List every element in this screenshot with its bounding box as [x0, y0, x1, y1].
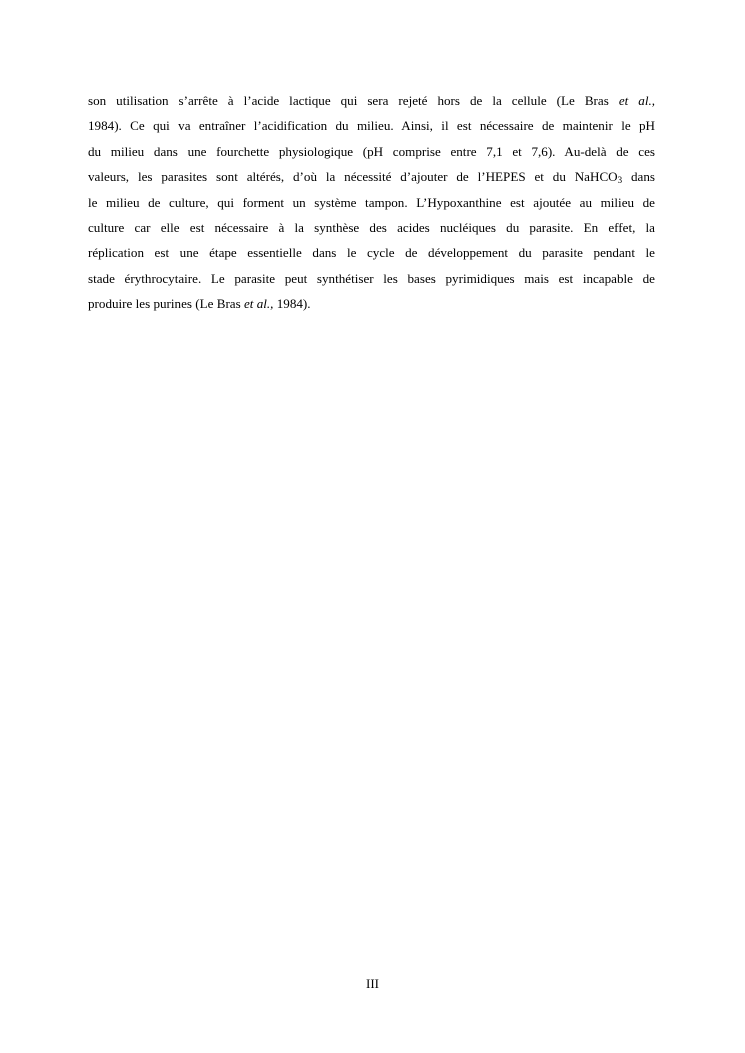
paragraph-line [88, 164, 655, 189]
paragraph-line: réplication est une étape essentielle dans le cycle de développement du parasite pendant le [88, 245, 655, 261]
citation-et-al: et al., [244, 296, 274, 312]
paragraph-line [88, 88, 655, 113]
body-paragraph [88, 88, 655, 317]
line-text: valeurs, les parasites sont altérés, d’où la nécessité d’ajouter de l’HEPES et du NaHCO [88, 169, 618, 185]
line-text: produire les purines (Le Bras [88, 296, 244, 312]
chemical-subscript: 3 [617, 175, 623, 186]
paragraph-line: stade érythrocytaire. Le parasite peut synthétiser les bases pyrimidiques mais est incapable de [88, 270, 655, 286]
line-text: 1984). [273, 296, 311, 312]
paragraph-line: le milieu de culture, qui forment un système tampon. L’Hypoxanthine est ajoutée au milieu de [88, 194, 655, 210]
paragraph-line: 1984). Ce qui va entraîner l’acidification du milieu. Ainsi, il est nécessaire de maintenir le pH [88, 118, 655, 134]
paragraph-line: culture car elle est nécessaire à la synthèse des acides nucléiques du parasite. En effet, la [88, 219, 655, 235]
line-text: dans [622, 169, 655, 185]
citation-et-al: et al., [618, 93, 655, 108]
page-number: III [366, 976, 379, 991]
line-text: son utilisation s’arrête à l’acide lactique qui sera rejeté hors de la cellule (Le Bras [88, 93, 619, 108]
paragraph-line: du milieu dans une fourchette physiologique (pH comprise entre 7,1 et 7,6). Au-delà de ces [88, 143, 655, 159]
paragraph-line [88, 291, 655, 316]
